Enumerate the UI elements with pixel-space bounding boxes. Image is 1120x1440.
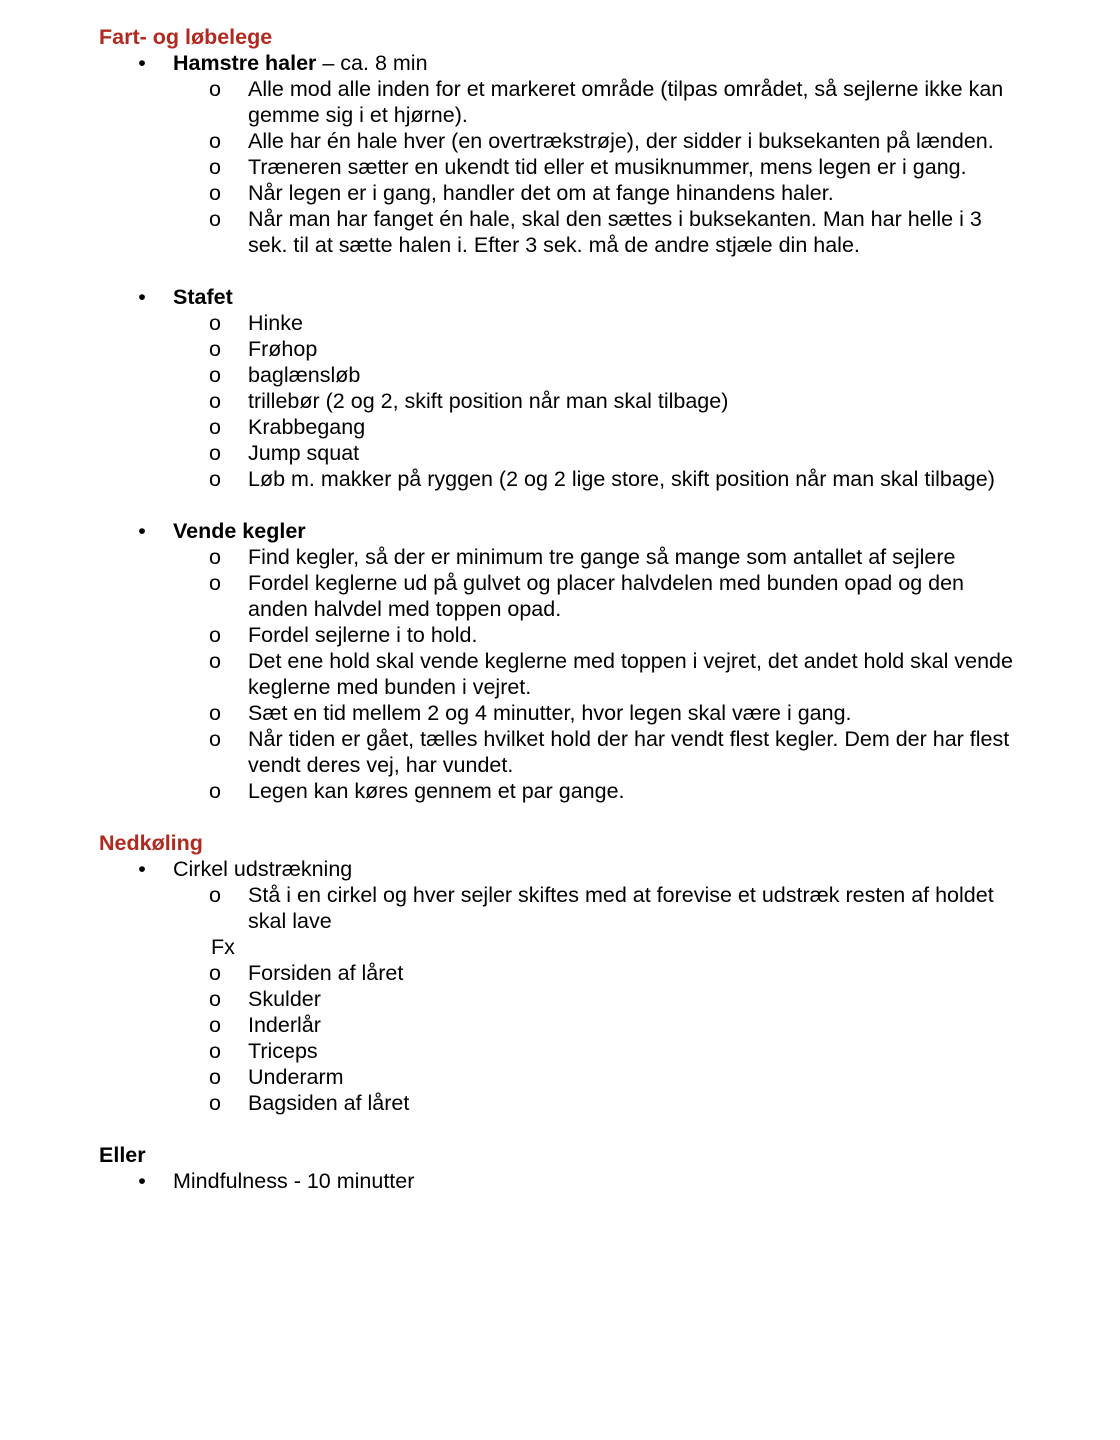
circle-bullet-icon: o bbox=[209, 363, 221, 387]
circle-bullet-icon: o bbox=[209, 1065, 221, 1089]
sub-item: o Frøhop bbox=[209, 337, 318, 361]
fx-label: Fx bbox=[211, 935, 235, 959]
item-title: Cirkel udstrækning bbox=[173, 857, 353, 881]
circle-bullet-icon: o bbox=[209, 337, 221, 361]
sub-item: o Stå i en cirkel og hver sejler skiftes med at forevise et udstræk resten af holdet skal lave bbox=[209, 883, 994, 933]
bullet-icon: • bbox=[138, 857, 146, 881]
item-title: Mindfulness - 10 minutter bbox=[173, 1169, 415, 1193]
sub-item: o Triceps bbox=[209, 1039, 318, 1063]
sub-item: o Bagsiden af låret bbox=[209, 1091, 410, 1115]
list-item bbox=[0, 50, 1120, 76]
circle-bullet-icon: o bbox=[209, 623, 221, 647]
section-heading-fart: Fart- og løbelege bbox=[99, 25, 273, 49]
item-title: Hamstre haler bbox=[173, 51, 317, 75]
sub-item: o Fordel sejlerne i to hold. bbox=[209, 623, 478, 647]
circle-bullet-icon: o bbox=[209, 883, 221, 907]
list-item bbox=[0, 518, 1120, 544]
sub-item: o Underarm bbox=[209, 1065, 344, 1089]
section-heading-eller: Eller bbox=[99, 1143, 146, 1167]
section-heading-nedkoling: Nedkøling bbox=[99, 831, 203, 855]
circle-bullet-icon: o bbox=[209, 961, 221, 985]
sub-item: o Skulder bbox=[209, 987, 321, 1011]
circle-bullet-icon: o bbox=[209, 1039, 221, 1063]
list-item bbox=[0, 1168, 1120, 1194]
bullet-icon: • bbox=[138, 51, 146, 75]
sub-item: o Sæt en tid mellem 2 og 4 minutter, hvor legen skal være i gang. bbox=[209, 701, 852, 725]
sub-item: o Legen kan køres gennem et par gange. bbox=[209, 779, 625, 803]
sub-item: o Jump squat bbox=[209, 441, 360, 465]
sub-item: o Alle har én hale hver (en overtrækstrøje), der sidder i buksekanten på lænden. bbox=[209, 129, 994, 153]
spacer bbox=[0, 804, 1120, 830]
sub-item: o Løb m. makker på ryggen (2 og 2 lige store, skift position når man skal tilbage) bbox=[209, 467, 995, 491]
sub-item: o Alle mod alle inden for et markeret område (tilpas området, så sejlerne ikke kan gemme sig i et hjørne). bbox=[209, 77, 1004, 127]
circle-bullet-icon: o bbox=[209, 779, 221, 803]
item-title: Vende kegler bbox=[173, 519, 306, 543]
circle-bullet-icon: o bbox=[209, 467, 221, 491]
circle-bullet-icon: o bbox=[209, 77, 221, 101]
circle-bullet-icon: o bbox=[209, 987, 221, 1011]
sub-item: o Inderlår bbox=[209, 1013, 321, 1037]
circle-bullet-icon: o bbox=[209, 701, 221, 725]
sub-item: o trillebør (2 og 2, skift position når man skal tilbage) bbox=[209, 389, 729, 413]
circle-bullet-icon: o bbox=[209, 727, 221, 751]
spacer bbox=[0, 1116, 1120, 1142]
sub-item: o Det ene hold skal vende keglerne med toppen i vejret, det andet hold skal vende keglerne med bunden i vejret. bbox=[209, 649, 1013, 699]
list-item bbox=[0, 856, 1120, 882]
circle-bullet-icon: o bbox=[209, 649, 221, 673]
circle-bullet-icon: o bbox=[209, 181, 221, 205]
circle-bullet-icon: o bbox=[209, 1091, 221, 1115]
circle-bullet-icon: o bbox=[209, 389, 221, 413]
spacer bbox=[0, 492, 1120, 518]
item-duration: – ca. 8 min bbox=[316, 51, 428, 75]
sub-item: o Fordel keglerne ud på gulvet og placer halvdelen med bunden opad og den anden halvdel med toppen opad. bbox=[209, 571, 964, 621]
document-page bbox=[0, 24, 1120, 1194]
sub-item: o Når man har fanget én hale, skal den sættes i buksekanten. Man har helle i 3 sek. til at sætte halen i. Efter 3 sek. må de andre stjæle din hale. bbox=[209, 207, 982, 257]
circle-bullet-icon: o bbox=[209, 571, 221, 595]
circle-bullet-icon: o bbox=[209, 311, 221, 335]
circle-bullet-icon: o bbox=[209, 1013, 221, 1037]
bullet-icon: • bbox=[138, 285, 146, 309]
sub-item: o Når legen er i gang, handler det om at fange hinandens haler. bbox=[209, 181, 834, 205]
sub-item: o Træneren sætter en ukendt tid eller et musiknummer, mens legen er i gang. bbox=[209, 155, 967, 179]
circle-bullet-icon: o bbox=[209, 207, 221, 231]
circle-bullet-icon: o bbox=[209, 155, 221, 179]
sub-item: o Find kegler, så der er minimum tre gange så mange som antallet af sejlere bbox=[209, 545, 956, 569]
sub-item: o Hinke bbox=[209, 311, 303, 335]
bullet-icon: • bbox=[138, 519, 146, 543]
list-item bbox=[0, 284, 1120, 310]
item-title: Stafet bbox=[173, 285, 233, 309]
circle-bullet-icon: o bbox=[209, 415, 221, 439]
sub-item: o Krabbegang bbox=[209, 415, 366, 439]
circle-bullet-icon: o bbox=[209, 129, 221, 153]
circle-bullet-icon: o bbox=[209, 545, 221, 569]
circle-bullet-icon: o bbox=[209, 441, 221, 465]
sub-item: o Når tiden er gået, tælles hvilket hold der har vendt flest kegler. Dem der har flest vendt deres vej, har vundet. bbox=[209, 727, 1010, 777]
bullet-icon: • bbox=[138, 1169, 146, 1193]
sub-item: o Forsiden af låret bbox=[209, 961, 404, 985]
sub-item: o baglænsløb bbox=[209, 363, 361, 387]
spacer bbox=[0, 258, 1120, 284]
